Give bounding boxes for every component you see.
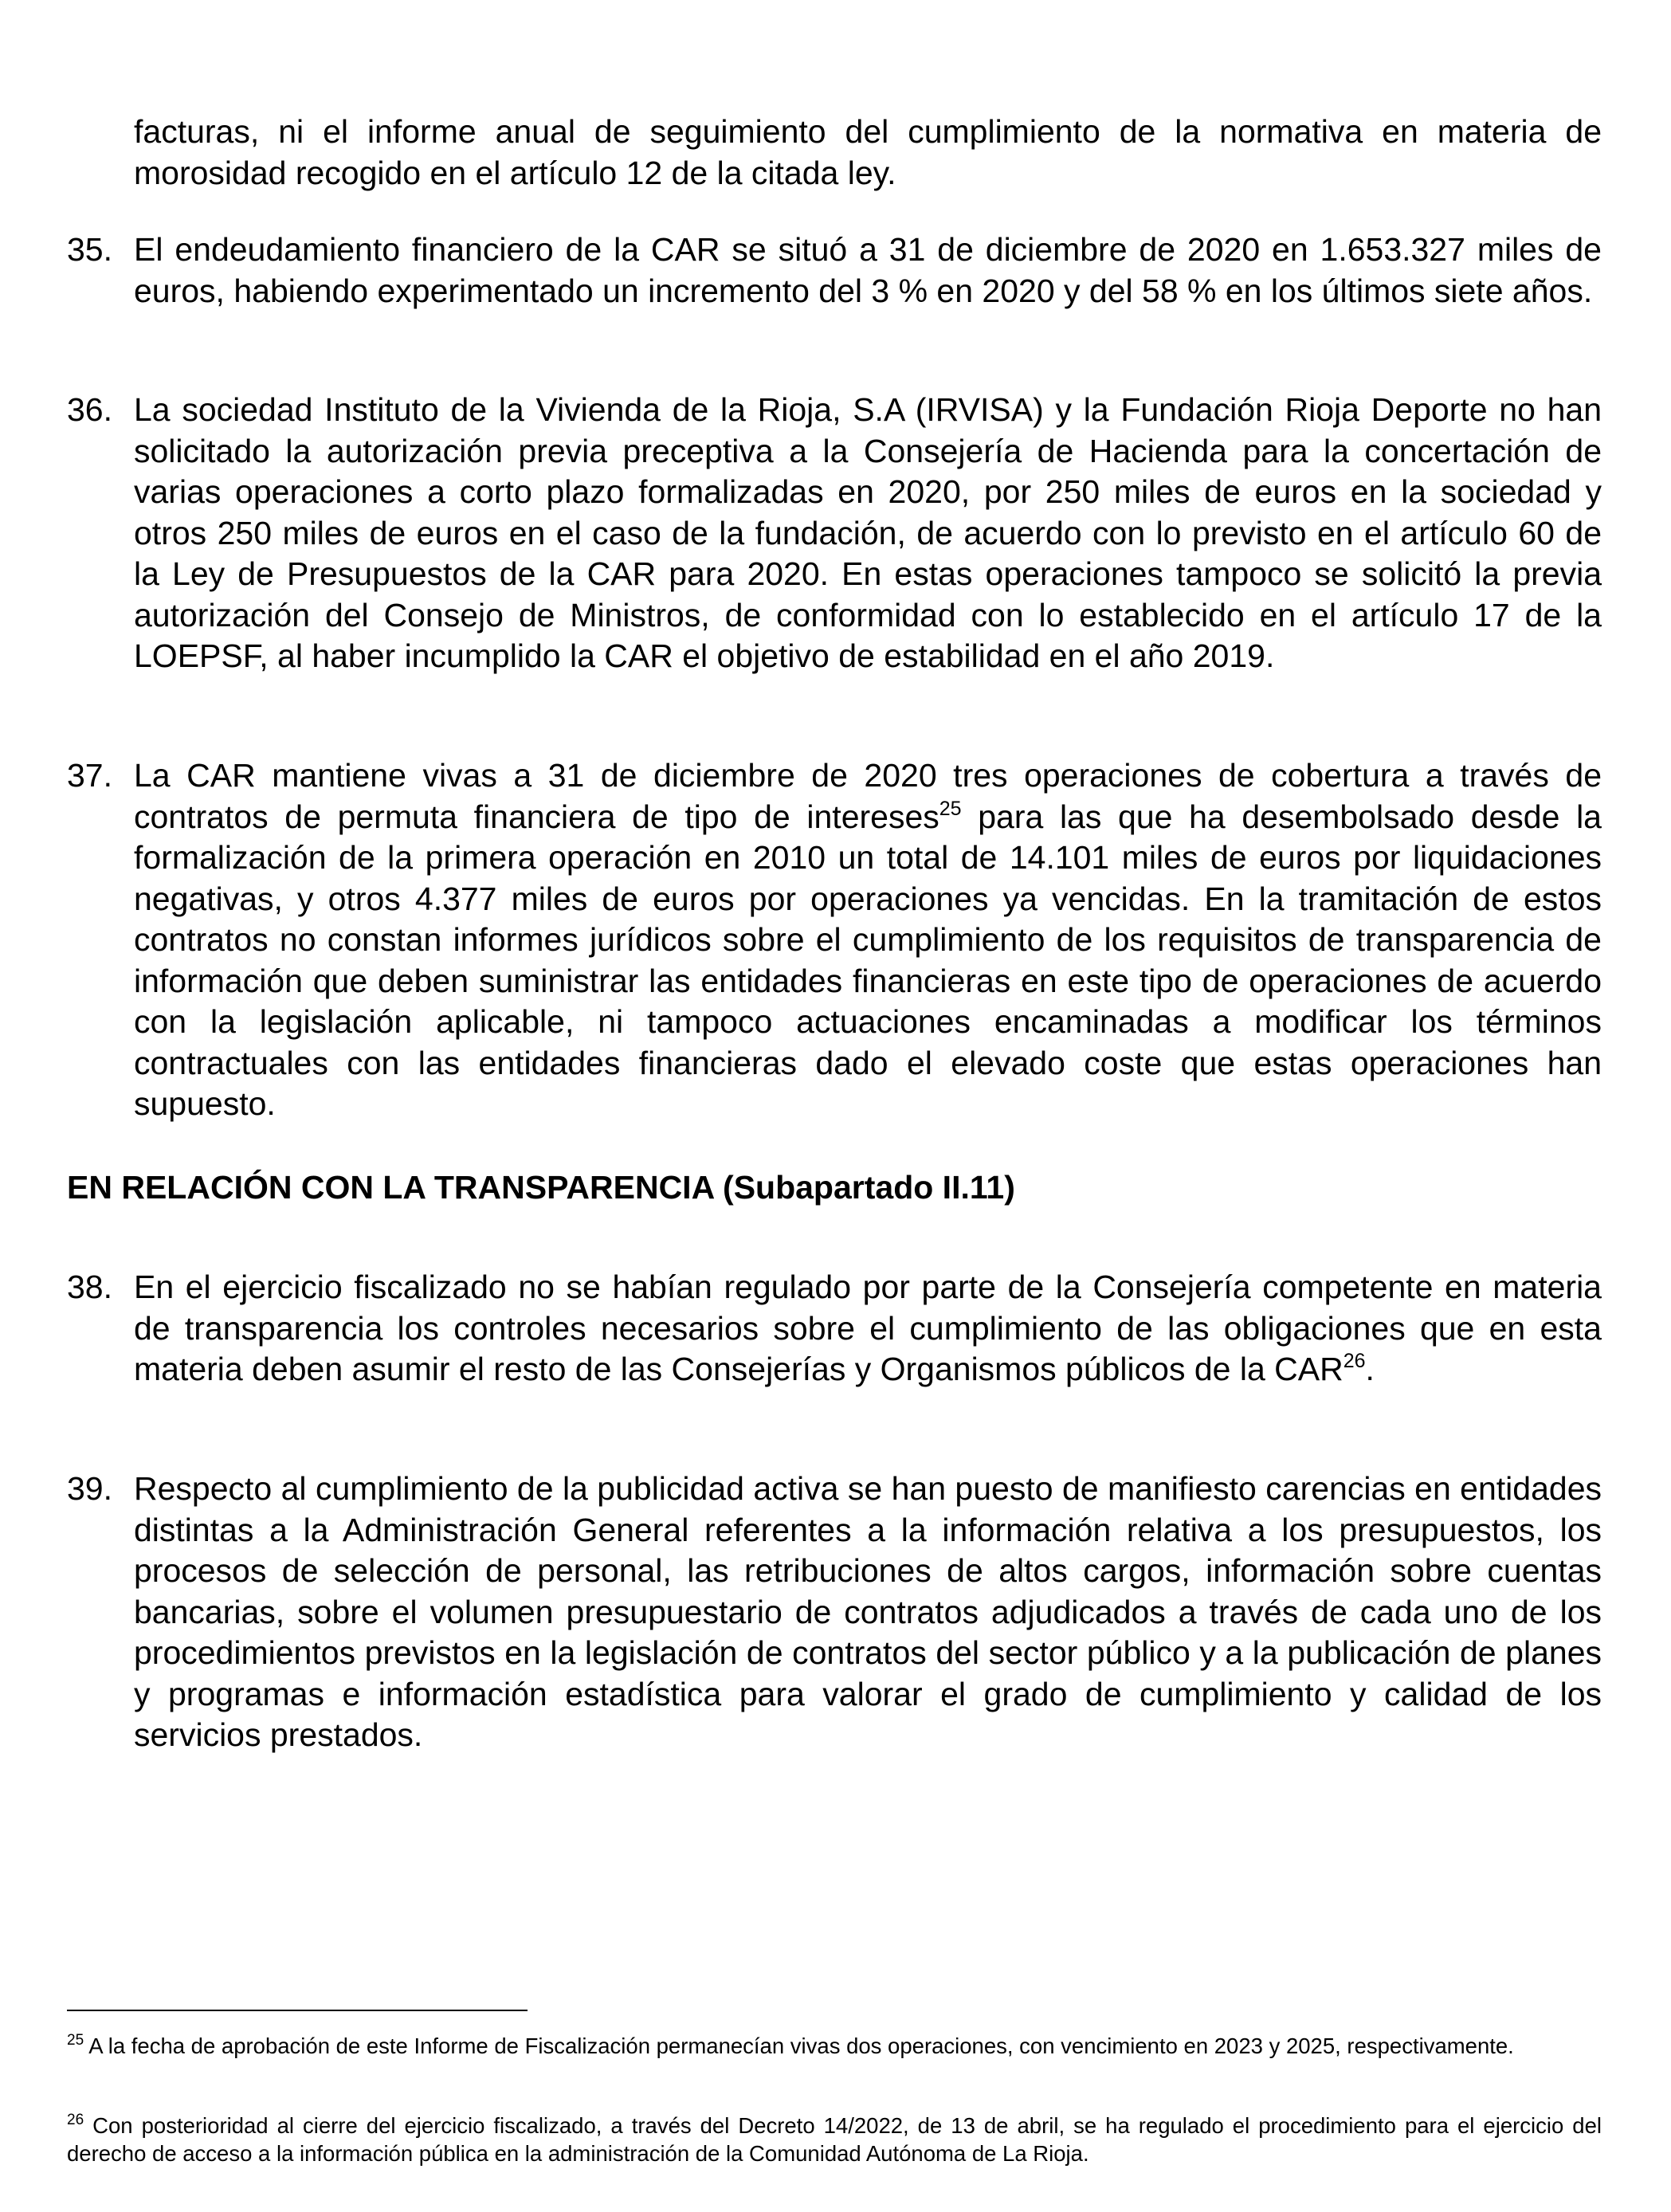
paragraph-text: . [1365, 1351, 1375, 1387]
footnote-25 [67, 2032, 1602, 2060]
paragraph-text: La CAR mantiene vivas a 31 de diciembre de 2020 tres operaciones de cobertura a través de contratos de permuta financiera de tipo de intereses [134, 757, 1602, 835]
footnote-ref-26[interactable]: 26 [1343, 1350, 1366, 1372]
footnote-text: Con posterioridad al cierre del ejercicio fiscalizado, a través del Decreto 14/2022, de 13 de abril, se ha regulado el procedimiento para el ejercicio del derecho de acceso a la información pública en la administración de la Comunidad Autónoma de La Rioja. [67, 2113, 1602, 2166]
footnote-ref-25[interactable]: 25 [939, 797, 962, 820]
paragraph-37 [134, 755, 1602, 1125]
paragraph-text: facturas, ni el informe anual de seguimiento del cumplimiento de la normativa en materia de morosidad recogido en el artículo 12 de la citada ley. [134, 113, 1602, 191]
paragraph-text: En el ejercicio fiscalizado no se habían regulado por parte de la Consejería competente en materia de transparencia los controles necesarios sobre el cumplimiento de las obligaciones que en esta materia deben asumir el resto de las Consejerías y Organismos públicos de la CAR [134, 1269, 1602, 1387]
footnote-26 [67, 2112, 1602, 2167]
paragraph-continuation [134, 112, 1602, 194]
paragraph-text: Respecto al cumplimiento de la publicidad activa se han puesto de manifiesto carencias en entidades distintas a la Administración General referentes a la información relativa a los presupuestos, los procesos de selección de personal, las retribuciones de altos cargos, información sobre cuentas bancarias, sobre el volumen presupuestario de contratos adjudicados a través de cada uno de los procedimientos previstos en la legislación de contratos del sector público y a la publicación de planes y programas e información estadística para valorar el grado de cumplimiento y calidad de los servicios prestados. [134, 1470, 1602, 1753]
footnote-text: A la fecha de aprobación de este Informe de Fiscalización permanecían vivas dos operaciones, con vencimiento en 2023 y 2025, respectivamente. [84, 2034, 1514, 2058]
footnote-separator [67, 2010, 528, 2011]
paragraph-number-39: 39. [67, 1470, 112, 1507]
paragraph-text: La sociedad Instituto de la Vivienda de la Rioja, S.A (IRVISA) y la Fundación Rioja Deporte no han solicitado la autorización previa preceptiva a la Consejería de Hacienda para la concertación de varias operaciones a corto plazo formalizadas en 2020, por 250 miles de euros en la sociedad y otros 250 miles de euros en el caso de la fundación, de acuerdo con lo previsto en el artículo 60 de la Ley de Presupuestos de la CAR para 2020. En estas operaciones tampoco se solicitó la previa autorización del Consejo de Ministros, de conformidad con lo establecido en el artículo 17 de la LOEPSF, al haber incumplido la CAR el objetivo de estabilidad en el año 2019. [134, 391, 1602, 674]
paragraph-number-35: 35. [67, 231, 112, 268]
footnote-mark: 25 [67, 2032, 84, 2049]
paragraph-number-37: 37. [67, 757, 112, 794]
paragraph-number-38: 38. [67, 1269, 112, 1305]
paragraph-text: El endeudamiento financiero de la CAR se situó a 31 de diciembre de 2020 en 1.653.327 miles de euros, habiendo experimentado un incremento del 3 % en 2020 y del 58 % en los últimos siete años. [134, 231, 1602, 309]
paragraph-38 [134, 1267, 1602, 1390]
paragraph-36 [134, 390, 1602, 677]
paragraph-number-36: 36. [67, 391, 112, 428]
section-heading: EN RELACIÓN CON LA TRANSPARENCIA (Subapartado II.11) [67, 1169, 1015, 1206]
footnote-mark: 26 [67, 2112, 84, 2128]
paragraph-text: para las que ha desembolsado desde la formalización de la primera operación en 2010 un total de 14.101 miles de euros por liquidaciones negativas, y otros 4.377 miles de euros por operaciones ya vencidas. En la tramitación de estos contratos no constan informes jurídicos sobre el cumplimiento de los requisitos de transparencia de información que deben suministrar las entidades financieras en este tipo de operaciones de acuerdo con la legislación aplicable, ni tampoco actuaciones encaminadas a modificar los términos contractuales con las entidades financieras dado el elevado coste que estas operaciones han supuesto. [134, 798, 1602, 1122]
paragraph-35 [134, 229, 1602, 312]
paragraph-39 [134, 1469, 1602, 1756]
